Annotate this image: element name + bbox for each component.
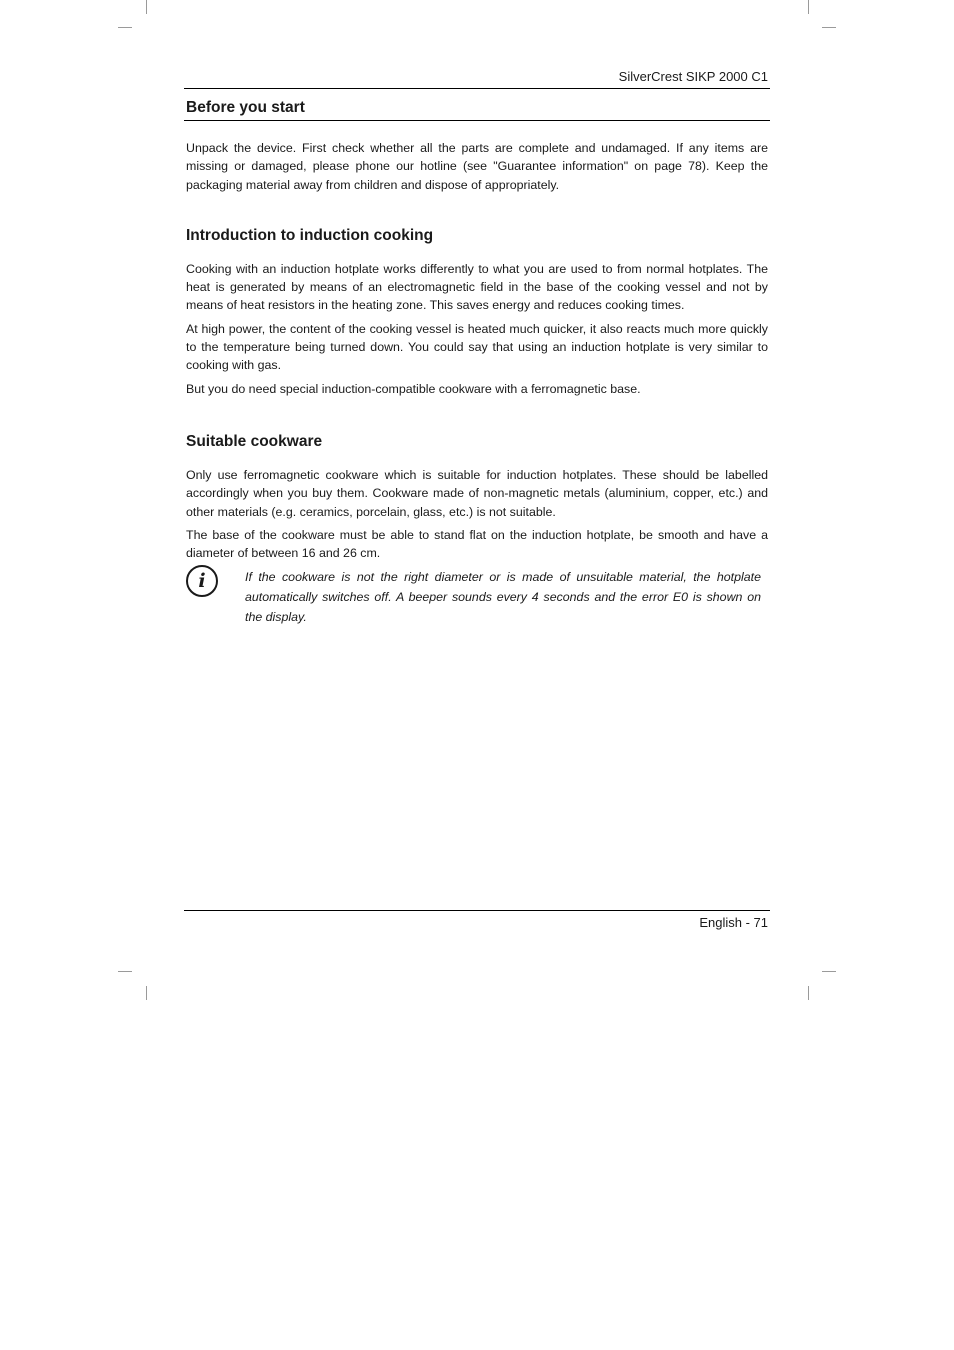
paragraph: The base of the cookware must be able to stand flat on the induction hotplate, be smooth and have a diameter of between 16 and 26 cm. bbox=[186, 527, 768, 561]
page-number: English - 71 bbox=[699, 915, 768, 930]
section-induction-cooking bbox=[186, 226, 768, 398]
crop-mark bbox=[118, 971, 132, 972]
paragraph: Only use ferromagnetic cookware which is suitable for induction hotplates. These should be labelled accordingly when you buy them. Cookware made of non-magnetic metals (aluminium, copper, etc.) and other materials (e.g. ceramics, porcelain, glass, etc.) is not suitable. bbox=[186, 467, 768, 519]
crop-mark bbox=[822, 27, 836, 28]
info-icon: i bbox=[186, 565, 218, 597]
paragraph: But you do need special induction-compatible cookware with a ferromagnetic base. bbox=[186, 381, 641, 396]
info-note bbox=[186, 567, 768, 627]
page-content bbox=[186, 98, 768, 627]
page-footer bbox=[184, 910, 770, 930]
section-title: Before you start bbox=[184, 98, 770, 121]
page-header bbox=[184, 68, 770, 89]
section-before-you-start bbox=[186, 98, 768, 194]
info-note-text: If the cookware is not the right diameter or is made of unsuitable material, the hotplate automatically switches off. A beeper sounds every 4 seconds and the error E0 is shown on the display. bbox=[245, 570, 761, 625]
paragraph: Cooking with an induction hotplate works differently to what you are used to from normal hotplates. The heat is generated by means of an electromagnetic field in the base of the cooking vessel and not by means of heat resistors in the heating zone. This saves energy and reduces cooking times. bbox=[186, 261, 768, 313]
crop-mark bbox=[146, 986, 147, 1000]
paragraph: Unpack the device. First check whether all the parts are complete and undamaged. If any items are missing or damaged, please phone our hotline (see "Guarantee information" on page 78). Keep the packaging material away from children and dispose of appropriately. bbox=[186, 141, 768, 192]
crop-mark bbox=[822, 971, 836, 972]
crop-mark bbox=[808, 0, 809, 14]
crop-mark bbox=[808, 986, 809, 1000]
crop-mark bbox=[146, 0, 147, 14]
section-title: Introduction to induction cooking bbox=[186, 226, 434, 244]
paragraph: At high power, the content of the cooking vessel is heated much quicker, it also reacts much more quickly to the temperature being turned down. You could say that using an induction hotplate is very similar to cooking with gas. bbox=[186, 321, 768, 373]
section-suitable-cookware bbox=[186, 432, 768, 627]
product-name: SilverCrest SIKP 2000 C1 bbox=[618, 69, 768, 84]
crop-mark bbox=[118, 27, 132, 28]
section-title: Suitable cookware bbox=[186, 432, 323, 450]
